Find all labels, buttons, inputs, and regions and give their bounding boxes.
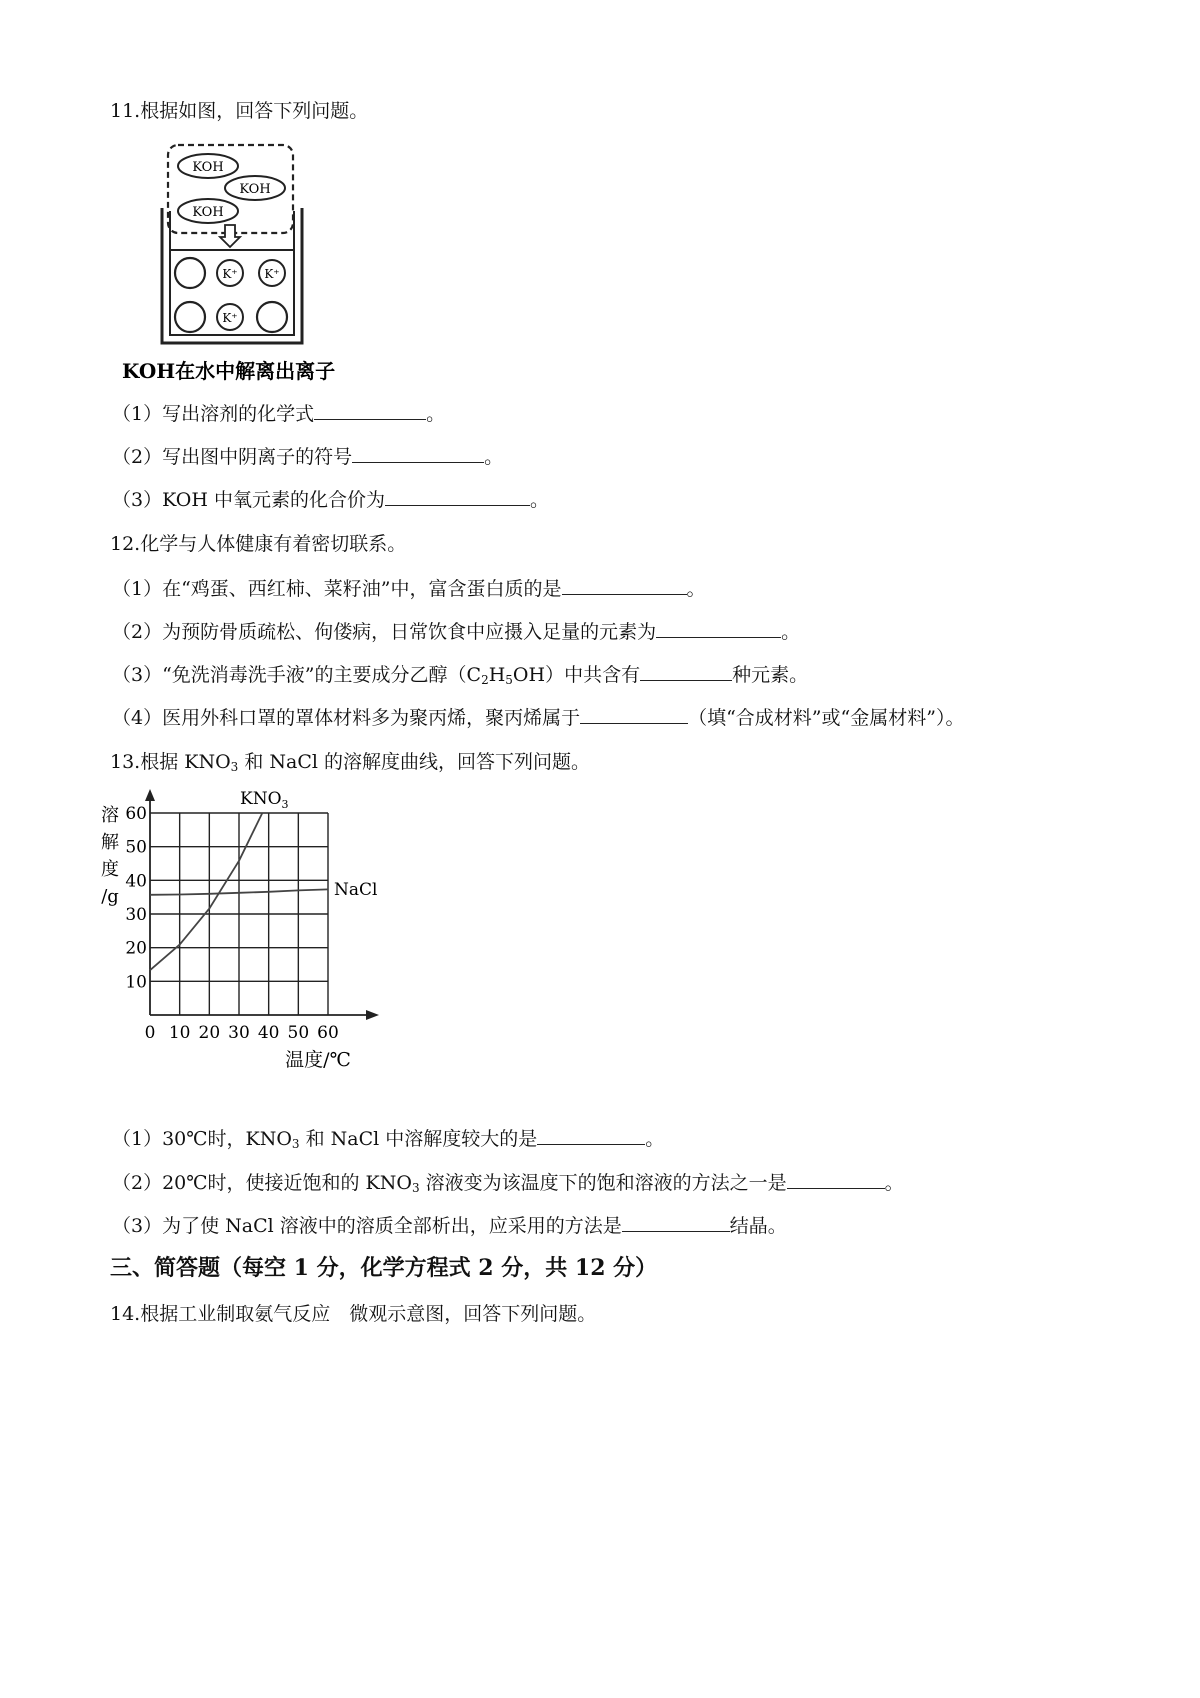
- koh-molecule-label: KOH: [239, 182, 271, 197]
- y-axis-label: 解: [101, 832, 119, 853]
- question-text: （2）20℃时，使接近饱和的 KNO: [112, 1172, 412, 1194]
- solubility-chart: [100, 785, 390, 1075]
- answer-blank[interactable]: [562, 576, 687, 595]
- answer-blank[interactable]: [787, 1170, 885, 1189]
- subscript: 3: [411, 1181, 420, 1195]
- question-text: （2）为预防骨质疏松、佝偻病，日常饮食中应摄入足量的元素为: [112, 621, 657, 643]
- question-end: 。: [645, 1128, 665, 1150]
- y-tick-label: 20: [125, 938, 147, 959]
- question-end: （填“合成材料”或“金属材料”）。: [688, 707, 965, 729]
- question-text: （4）医用外科口罩的罩体材料多为聚丙烯，聚丙烯属于: [112, 707, 581, 729]
- x-tick-label: 0: [144, 1023, 156, 1043]
- subscript: 2: [481, 673, 489, 687]
- q13-part2: [112, 1170, 904, 1196]
- question-text: H: [488, 664, 506, 686]
- y-axis-label: 度: [101, 859, 119, 880]
- y-axis-label: 溶: [101, 805, 119, 826]
- koh-molecule-label: KOH: [192, 160, 224, 175]
- kno3-series-label: $KNO_3$: [240, 789, 289, 811]
- q11-part3: [112, 487, 549, 513]
- q13-part3: [112, 1213, 787, 1239]
- down-arrow-icon: [220, 225, 240, 247]
- q11-stem: 11.根据如图，回答下列问题。: [110, 100, 369, 122]
- answer-blank[interactable]: [656, 619, 781, 638]
- q12-part4: [112, 705, 964, 731]
- k-ion-label: K⁺: [222, 267, 238, 281]
- k-ion-label: K⁺: [222, 311, 238, 325]
- subscript: 3: [291, 1137, 300, 1151]
- kno3-curve: [150, 813, 262, 970]
- question-text: 溶液变为该温度下的饱和溶液的方法之一是: [419, 1172, 787, 1194]
- q12-part1: [112, 576, 706, 602]
- q11-part2: [112, 444, 503, 470]
- subscript: 5: [505, 673, 513, 687]
- question-text: 和 NaCl 中溶解度较大的是: [299, 1128, 538, 1150]
- answer-blank[interactable]: [352, 444, 484, 463]
- question-end: 。: [884, 1172, 904, 1194]
- x-tick-label: 20: [198, 1023, 221, 1043]
- subscript: 3: [230, 760, 239, 774]
- question-text: （3）“免洗消毒洗手液”的主要成分乙醇（C: [112, 664, 482, 686]
- q12-part3: [112, 662, 808, 688]
- nacl-series-label: NaCl: [334, 880, 378, 900]
- answer-blank[interactable]: [385, 487, 530, 506]
- y-axis-arrow: [145, 789, 155, 801]
- x-tick-label: 50: [287, 1023, 310, 1043]
- x-axis-label: 温度/℃: [285, 1049, 351, 1071]
- section-heading: 三、简答题（每空 1 分，化学方程式 2 分，共 12 分）: [110, 1255, 658, 1281]
- x-tick-label: 60: [317, 1023, 339, 1043]
- q11-part1: [112, 401, 445, 427]
- y-tick-label: 30: [125, 905, 147, 925]
- q13-part1: [112, 1126, 664, 1152]
- q14-stem: 14.根据工业制取氨气反应 微观示意图，回答下列问题。: [110, 1303, 597, 1325]
- question-text: 和 NaCl 的溶解度曲线，回答下列问题。: [238, 751, 590, 773]
- question-text: （3）KOH 中氧元素的化合价为: [112, 489, 385, 511]
- q12-stem: 12.化学与人体健康有着密切联系。: [110, 533, 407, 555]
- answer-blank[interactable]: [537, 1126, 645, 1145]
- x-tick-label: 30: [228, 1023, 250, 1043]
- y-tick-label: 60: [125, 804, 147, 824]
- answer-blank[interactable]: [580, 705, 688, 724]
- y-tick-label: 10: [125, 972, 147, 993]
- x-tick-label: 10: [168, 1023, 191, 1043]
- k-ion-label: K⁺: [264, 267, 280, 281]
- question-end: 。: [426, 403, 446, 425]
- figure-caption: KOH在水中解离出离子: [122, 359, 336, 383]
- question-end: 。: [529, 489, 549, 511]
- y-tick-label: 40: [125, 871, 147, 892]
- koh-dissociation-figure: [122, 133, 380, 388]
- question-end: 结晶。: [729, 1215, 787, 1237]
- question-end: 。: [484, 446, 504, 468]
- question-end: 种元素。: [732, 664, 809, 686]
- question-text: 13.根据 KNO: [110, 751, 231, 773]
- answer-blank[interactable]: [622, 1213, 730, 1232]
- question-text: （1）30℃时，KNO: [112, 1128, 292, 1150]
- y-axis-label: /g: [101, 886, 119, 907]
- question-text: （3）为了使 NaCl 溶液中的溶质全部析出，应采用的方法是: [112, 1215, 622, 1237]
- answer-blank[interactable]: [314, 401, 426, 420]
- y-tick-label: 50: [125, 837, 147, 858]
- question-text: （1）写出溶剂的化学式: [112, 403, 315, 425]
- x-axis-arrow: [366, 1010, 379, 1020]
- answer-blank[interactable]: [640, 662, 732, 681]
- q12-part2: [112, 619, 800, 645]
- q13-stem: [110, 749, 590, 775]
- question-end: 。: [781, 621, 801, 643]
- koh-molecule-label: KOH: [192, 205, 224, 220]
- question-text: OH）中共含有: [512, 664, 641, 686]
- question-text: （2）写出图中阴离子的符号: [112, 446, 353, 468]
- subscript: 3: [281, 798, 289, 811]
- question-end: 。: [686, 578, 706, 600]
- x-tick-label: 40: [257, 1023, 280, 1043]
- question-text: （1）在“鸡蛋、西红柿、菜籽油”中，富含蛋白质的是: [112, 578, 562, 600]
